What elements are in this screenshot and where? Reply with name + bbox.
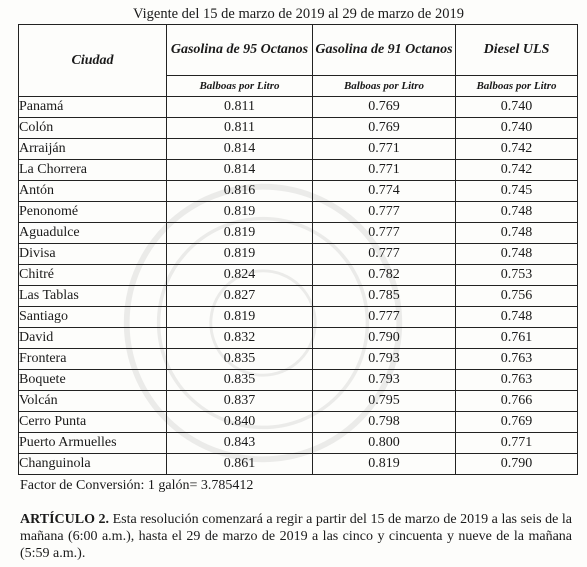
gasolina-95-cell: 0.819 (167, 244, 313, 265)
table-row (19, 370, 578, 391)
gasolina-91-cell: 0.795 (313, 391, 456, 412)
gasolina-95-cell: 0.827 (167, 286, 313, 307)
table-row (19, 118, 578, 139)
city-cell: Antón (19, 181, 167, 202)
city-cell: Changuinola (19, 454, 167, 475)
gasolina-95-cell: 0.835 (167, 349, 313, 370)
gasolina-91-cell: 0.777 (313, 202, 456, 223)
diesel-cell: 0.740 (456, 118, 578, 139)
article-paragraph (20, 511, 572, 562)
gasolina-95-cell: 0.814 (167, 139, 313, 160)
gasolina-91-cell: 0.777 (313, 307, 456, 328)
gasolina-95-cell: 0.861 (167, 454, 313, 475)
gasolina-95-cell: 0.814 (167, 160, 313, 181)
gasolina-95-cell: 0.832 (167, 328, 313, 349)
diesel-cell: 0.769 (456, 412, 578, 433)
table-row (19, 265, 578, 286)
diesel-cell: 0.740 (456, 97, 578, 118)
diesel-cell: 0.753 (456, 265, 578, 286)
diesel-cell: 0.748 (456, 223, 578, 244)
diesel-cell: 0.745 (456, 181, 578, 202)
gasolina-95-cell: 0.819 (167, 223, 313, 244)
table-row (19, 307, 578, 328)
table-row (19, 139, 578, 160)
gasolina-91-cell: 0.800 (313, 433, 456, 454)
column-header-ciudad: Ciudad (19, 25, 167, 97)
gasolina-91-cell: 0.774 (313, 181, 456, 202)
gasolina-95-cell: 0.837 (167, 391, 313, 412)
article-text: Esta resolución comenzará a regir a partir del 15 de marzo de 2019 a las seis de la mañana (6:00 a.m.), hasta el 29 de marzo de 2019 a las cinco y cincuenta y nueve de la mañana (5:59 a.m.). (20, 512, 573, 561)
table-row (19, 244, 578, 265)
gasolina-91-cell: 0.777 (313, 244, 456, 265)
table-row (19, 454, 578, 475)
diesel-cell: 0.771 (456, 433, 578, 454)
table-row (19, 202, 578, 223)
city-cell: Boquete (19, 370, 167, 391)
gasolina-95-cell: 0.819 (167, 202, 313, 223)
gasolina-91-cell: 0.771 (313, 139, 456, 160)
table-row (19, 433, 578, 454)
gasolina-95-cell: 0.819 (167, 307, 313, 328)
city-cell: Frontera (19, 349, 167, 370)
gasolina-91-cell: 0.798 (313, 412, 456, 433)
diesel-cell: 0.790 (456, 454, 578, 475)
diesel-cell: 0.742 (456, 160, 578, 181)
gasolina-91-cell: 0.771 (313, 160, 456, 181)
gasolina-95-cell: 0.843 (167, 433, 313, 454)
gasolina-91-cell: 0.769 (313, 118, 456, 139)
table-row (19, 412, 578, 433)
table-row (19, 181, 578, 202)
gasolina-91-cell: 0.777 (313, 223, 456, 244)
conversion-factor: Factor de Conversión: 1 galón= 3.785412 (20, 478, 254, 493)
city-cell: Panamá (19, 97, 167, 118)
unit-label: Balboas por Litro (456, 76, 578, 97)
table-row (19, 160, 578, 181)
city-cell: Divisa (19, 244, 167, 265)
table-row (19, 97, 578, 118)
table-row (19, 349, 578, 370)
column-header-gasolina-91: Gasolina de 91 Octanos (313, 25, 456, 76)
city-cell: Las Tablas (19, 286, 167, 307)
gasolina-95-cell: 0.816 (167, 181, 313, 202)
unit-label: Balboas por Litro (313, 76, 456, 97)
city-cell: La Chorrera (19, 160, 167, 181)
table-row (19, 223, 578, 244)
gasolina-91-cell: 0.782 (313, 265, 456, 286)
diesel-cell: 0.748 (456, 244, 578, 265)
diesel-cell: 0.748 (456, 202, 578, 223)
city-cell: David (19, 328, 167, 349)
diesel-cell: 0.766 (456, 391, 578, 412)
column-header-gasolina-95: Gasolina de 95 Octanos (167, 25, 313, 76)
city-cell: Chitré (19, 265, 167, 286)
table-header-row (19, 25, 578, 76)
city-cell: Puerto Armuelles (19, 433, 167, 454)
table-row (19, 328, 578, 349)
gasolina-95-cell: 0.824 (167, 265, 313, 286)
city-cell: Santiago (19, 307, 167, 328)
table-body (19, 97, 578, 475)
column-header-diesel: Diesel ULS (456, 25, 578, 76)
gasolina-95-cell: 0.840 (167, 412, 313, 433)
gasolina-91-cell: 0.790 (313, 328, 456, 349)
validity-period: Vigente del 15 de marzo de 2019 al 29 de marzo de 2019 (133, 6, 464, 22)
gasolina-91-cell: 0.793 (313, 370, 456, 391)
gasolina-95-cell: 0.835 (167, 370, 313, 391)
diesel-cell: 0.742 (456, 139, 578, 160)
gasolina-95-cell: 0.811 (167, 118, 313, 139)
diesel-cell: 0.761 (456, 328, 578, 349)
gasolina-91-cell: 0.793 (313, 349, 456, 370)
diesel-cell: 0.763 (456, 370, 578, 391)
gasolina-91-cell: 0.819 (313, 454, 456, 475)
city-cell: Cerro Punta (19, 412, 167, 433)
diesel-cell: 0.763 (456, 349, 578, 370)
table-row (19, 391, 578, 412)
diesel-cell: 0.748 (456, 307, 578, 328)
city-cell: Penonomé (19, 202, 167, 223)
gasolina-95-cell: 0.811 (167, 97, 313, 118)
article-label: ARTÍCULO 2. (20, 512, 110, 527)
table-row (19, 286, 578, 307)
city-cell: Volcán (19, 391, 167, 412)
city-cell: Colón (19, 118, 167, 139)
fuel-price-table (18, 24, 578, 475)
gasolina-91-cell: 0.785 (313, 286, 456, 307)
city-cell: Aguadulce (19, 223, 167, 244)
gasolina-91-cell: 0.769 (313, 97, 456, 118)
diesel-cell: 0.756 (456, 286, 578, 307)
city-cell: Arraiján (19, 139, 167, 160)
unit-label: Balboas por Litro (167, 76, 313, 97)
